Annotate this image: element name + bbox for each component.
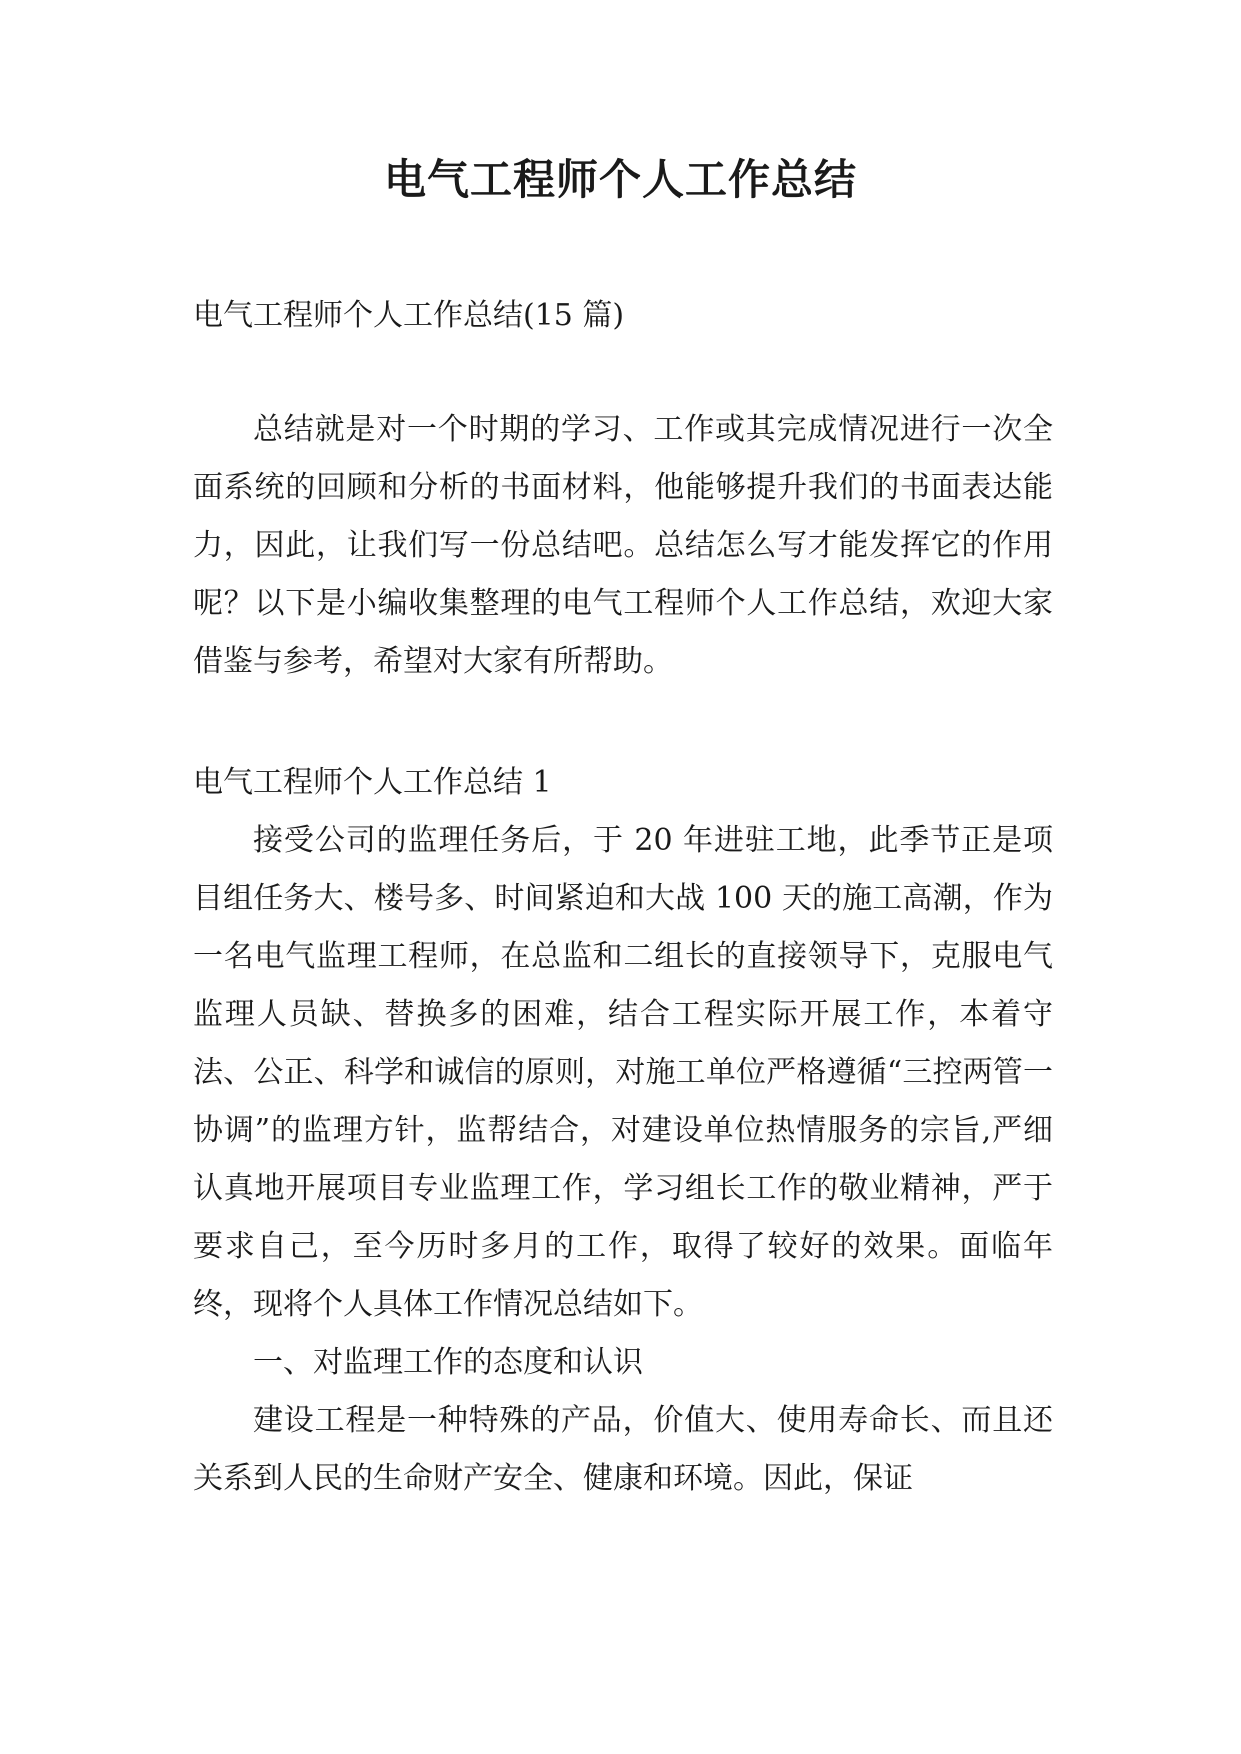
intro-block — [193, 401, 1053, 691]
section-body — [193, 812, 1053, 1508]
section-paragraph: 建设工程是一种特殊的产品，价值大、使用寿命长、而且还关系到人民的生命财产安全、健康和环境。因此，保证 — [193, 1403, 1053, 1496]
section-paragraph: 接受公司的监理任务后，于 20 年进驻工地，此季节正是项目组任务大、楼号多、时间紧迫和大战 100 天的施工高潮，作为一名电气监理工程师，在总监和二组长的直接领导下，克服电气监理人员缺、替换多的困难，结合工程实际开展工作，本着守法、公正、科学和诚信的原则，对施工单位严格遵循“三控两管一协调”的监理方针，监帮结合，对建设单位热情服务的宗旨,严细认真地开展项目专业监理工作，学习组长工作的敬业精神，严于要求自己，至今历时多月的工作，取得了较好的效果。面临年终，现将个人具体工作情况总结如下。 — [193, 823, 1053, 1322]
document-subtitle: 电气工程师个人工作总结(15 篇) — [193, 298, 625, 333]
document-title: 电气工程师个人工作总结 — [383, 155, 857, 204]
section-subheading: 一、对监理工作的态度和认识 — [253, 1345, 643, 1380]
intro-paragraph: 总结就是对一个时期的学习、工作或其完成情况进行一次全面系统的回顾和分析的书面材料，他能够提升我们的书面表达能力，因此，让我们写一份总结吧。总结怎么写才能发挥它的作用呢？以下是小编收集整理的电气工程师个人工作总结，欢迎大家借鉴与参考，希望对大家有所帮助。 — [193, 412, 1053, 679]
section-heading: 电气工程师个人工作总结 1 — [193, 765, 552, 800]
